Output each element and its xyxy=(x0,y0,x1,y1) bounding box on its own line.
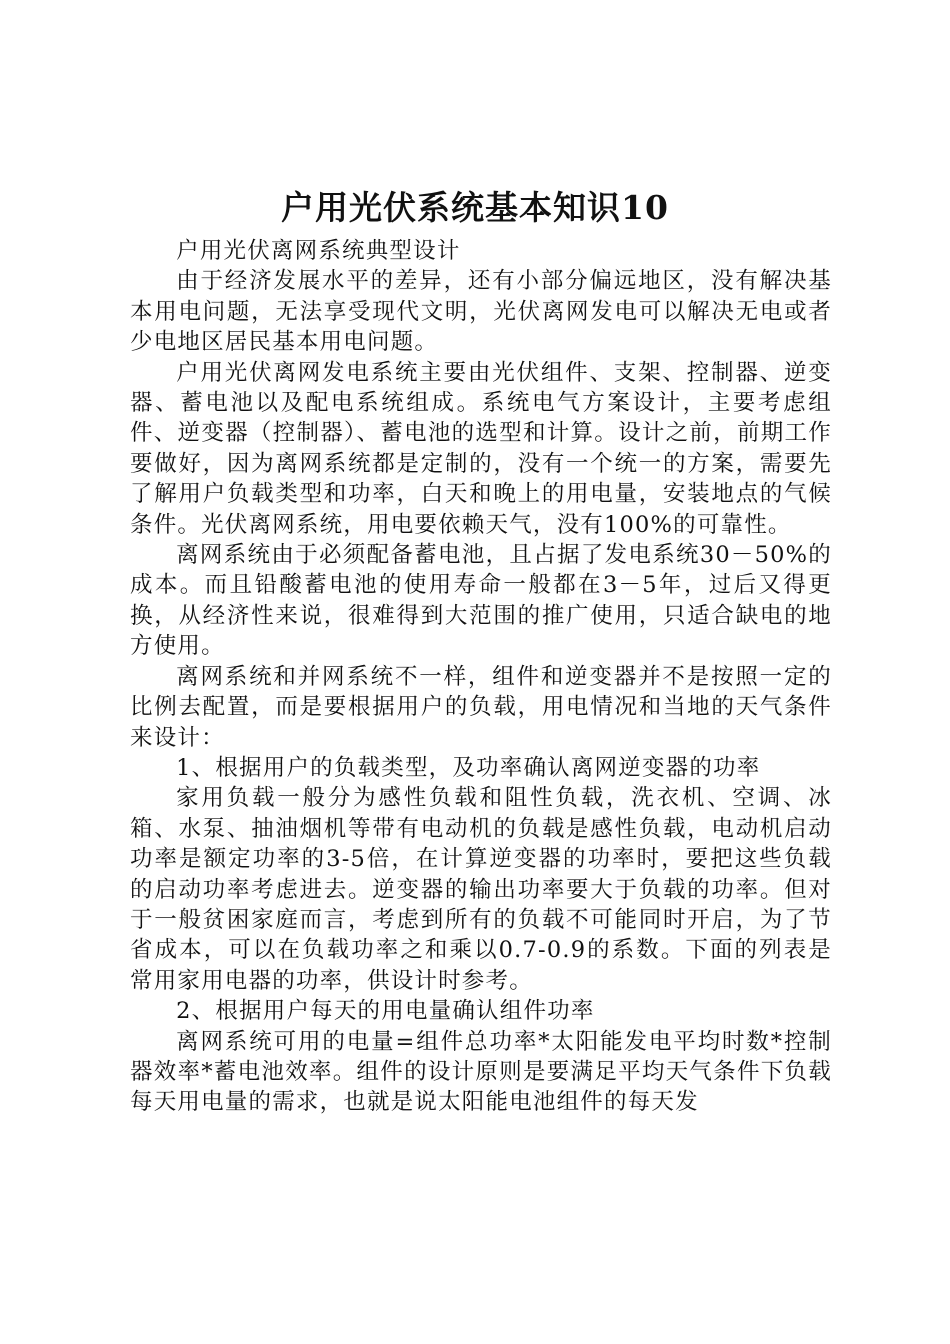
paragraph: 由于经济发展水平的差异，还有小部分偏远地区，没有解决基本用电问题，无法享受现代文明，光伏离网发电可以解决无电或者少电地区居民基本用电问题。 xyxy=(130,268,832,356)
paragraph: 户用光伏离网发电系统主要由光伏组件、支架、控制器、逆变器、蓄电池以及配电系统组成。系统电气方案设计，主要考虑组件、逆变器（控制器）、蓄电池的选型和计算。设计之前，前期工作要做好，因为离网系统都是定制的，没有一个统一的方案，需要先了解用户负载类型和功率，白天和晚上的用电量，安装地点的气候条件。光伏离网系统，用电要依赖天气，没有100%的可靠性。 xyxy=(130,359,832,538)
paragraph: 离网系统由于必须配备蓄电池，且占据了发电系统30－50%的成本。而且铅酸蓄电池的使用寿命一般都在3－5年，过后又得更换，从经济性来说，很难得到大范围的推广使用，只适合缺电的地方使用。 xyxy=(130,542,832,660)
paragraph: 离网系统可用的电量=组件总功率*太阳能发电平均时数*控制器效率*蓄电池效率。组件的设计原则是要满足平均天气条件下负载每天用电量的需求，也就是说太阳能电池组件的每天发 xyxy=(130,1028,832,1116)
paragraph: 家用负载一般分为感性负载和阻性负载，洗衣机、空调、冰箱、水泵、抽油烟机等带有电动机的负载是感性负载，电动机启动功率是额定功率的3-5倍，在计算逆变器的功率时，要把这些负载的启动功率考虑进去。逆变器的输出功率要大于负载的功率。但对于一般贫困家庭而言，考虑到所有的负载不可能同时开启，为了节省成本，可以在负载功率之和乘以0.7-0.9的系数。下面的列表是常用家用电器的功率，供设计时参考。 xyxy=(130,785,832,994)
section-heading: 户用光伏离网系统典型设计 xyxy=(176,238,461,264)
section-heading: 1、根据用户的负载类型，及功率确认离网逆变器的功率 xyxy=(176,754,761,781)
paragraph: 离网系统和并网系统不一样，组件和逆变器并不是按照一定的比例去配置，而是要根据用户的负载，用电情况和当地的天气条件来设计： xyxy=(130,663,832,751)
document-body xyxy=(130,236,832,1118)
document-title: 户用光伏系统基本知识10 xyxy=(281,188,669,227)
section-heading: 2、根据用户每天的用电量确认组件功率 xyxy=(176,998,595,1025)
